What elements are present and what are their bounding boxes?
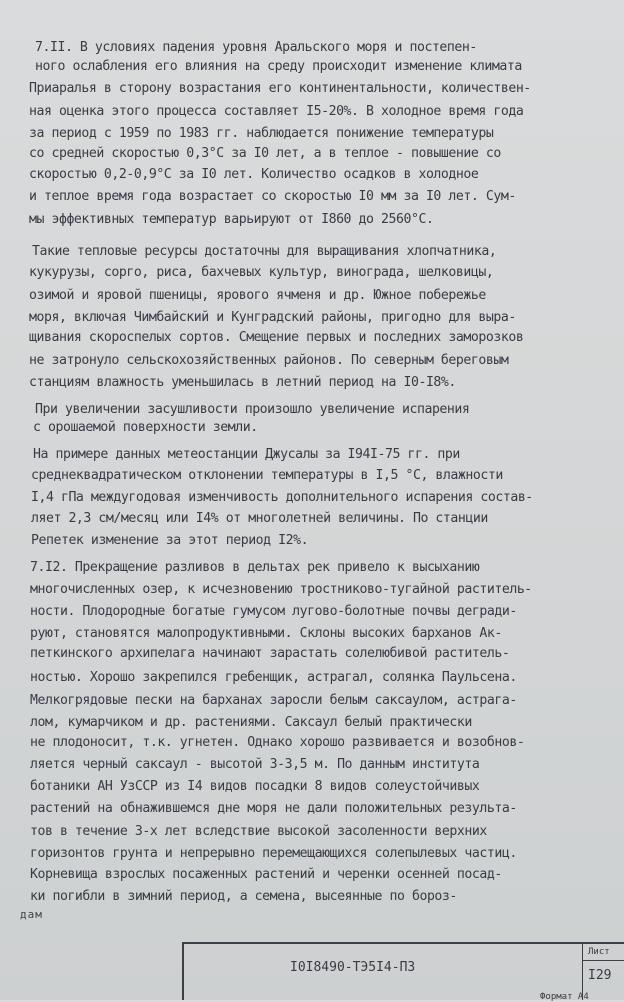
text-line: моря, включая Чимбайский и Кунградский районы, пригодно для выра- [29, 310, 516, 325]
text-line: ляет 2,3 см/месяц или I4% от многолетней величины. По станции [31, 511, 488, 526]
text-line: озимой и яровой пшеницы, ярового ячменя и др. Южное побережье [29, 288, 486, 303]
title-block-sheet-divider [582, 960, 624, 961]
text-line: ного ослабления его влияния на среду происходит изменение климата [35, 59, 522, 74]
text-line: 7.I2. Прекращение разливов в дельтах рек привело к высыханию [30, 560, 480, 575]
text-line: Такие тепловые ресурсы достаточны для выращивания хлопчатника, [32, 244, 497, 259]
format-label: Формат А4 [540, 992, 589, 1002]
text-line: руют, становятся малопродуктивными. Склоны высоких барханов Ак- [30, 626, 502, 641]
text-line: мы эффективных температур варьируют от I860 до 2560°С. [29, 212, 434, 227]
text-line: щивания скороспелых сортов. Смещение первых и последних заморозков [29, 330, 524, 345]
text-line: На примере данных метеостанции Джусалы за I94I-75 гг. при [33, 447, 460, 462]
sheet-label: Лист [588, 947, 610, 957]
sheet-number: I29 [588, 968, 612, 983]
title-block-border-left [182, 942, 184, 1000]
text-line: При увеличении засушливости произошло увеличение испарения [35, 402, 470, 417]
text-line: кукурузы, сорго, риса, бахчевых культур, винограда, шелковицы, [29, 265, 494, 280]
text-line: ная оценка этого процесса составляет I5-20%. В холодное время года [29, 104, 524, 119]
text-line: растений на обнажившемся дне моря не дали положительных результа- [30, 801, 517, 816]
text-line: I,4 гПа междугодовая изменчивость дополнительного испарения состав- [31, 490, 533, 505]
text-line: ки погибли в зимний период, а семена, высеянные по бороз- [30, 889, 457, 904]
text-line: среднеквадратическом отклонении температуры в I,5 °С, влажности [31, 468, 503, 483]
text-line: со средней скоростью 0,3°С за I0 лет, а в теплое - повышение со [29, 146, 501, 161]
text-line: петкинского архипелага начинают зарастать солелюбивой раститель- [30, 646, 510, 661]
text-line: Репетек изменение за этот период I2%. [31, 533, 309, 548]
handwritten-note: дам [20, 908, 43, 921]
text-line: 7.II. В условиях падения уровня Аральского моря и постепен- [35, 40, 477, 55]
title-block-border-top [183, 942, 624, 944]
text-line: ности. Плодородные богатые гумусом лугово-болотные почвы дегради- [30, 604, 517, 619]
text-line: с орошаемой поверхности земли. [33, 420, 258, 435]
text-line: не плодоносит, т.к. угнетен. Однако хорошо развивается и возобнов- [30, 735, 525, 750]
text-line: лом, кумарчиком и др. растениями. Саксаул белый практически [30, 715, 472, 730]
text-line: Корневища взрослых посаженных растений и черенки осенней посад- [30, 867, 502, 882]
text-line: Мелкогрядовые пески на барханах заросли белым саксаулом, астрага- [30, 693, 517, 708]
text-line: скоростью 0,2-0,9°С за I0 лет. Количество осадков в холодное [29, 167, 479, 182]
text-line: ботаники АН УзССР из I4 видов посадки 8 видов солеустойчивых [30, 779, 480, 794]
text-line: Приаралья в сторону возрастания его континентальности, количествен- [29, 81, 531, 96]
text-line: ляется черный саксаул - высотой 3-3,5 м. По данным института [30, 757, 480, 772]
text-line: ностью. Хорошо закрепился гребенщик, астрагал, солянка Паульсена. [30, 670, 517, 685]
text-line: тов в течение 3-х лет вследствие высокой засоленности верхних [30, 824, 487, 839]
text-line: и теплое время года возрастает со скоростью I0 мм за I0 лет. Сум- [29, 189, 516, 204]
text-line: не затронуло сельскохозяйственных районов. По северным береговым [29, 353, 509, 368]
document-code: I0I8490-ТЭ5I4-ПЗ [290, 960, 416, 975]
text-line: горизонтов грунта и непрерывно перемещающихся солепылевых частиц. [30, 846, 517, 861]
text-line: станциям влажность уменьшилась в летний период на I0-I8%. [29, 375, 456, 390]
text-line: многочисленных озер, к исчезновению тростниково-тугайной раститель- [30, 582, 532, 597]
text-line: за период с 1959 по 1983 гг. наблюдается понижение температуры [29, 126, 494, 141]
